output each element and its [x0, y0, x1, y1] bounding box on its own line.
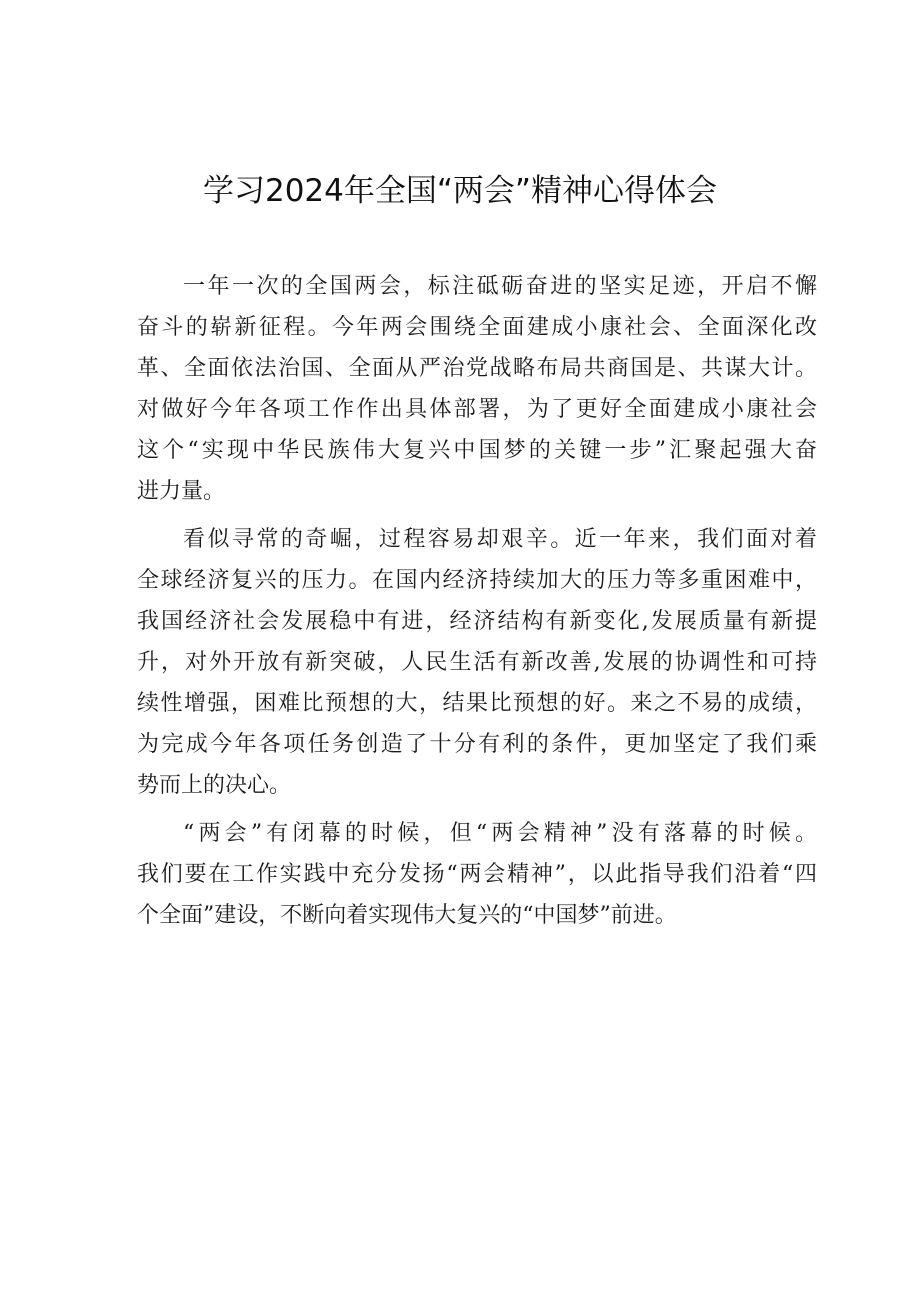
document-body	[137, 266, 817, 936]
paragraph-line: 革、全面依法治国、全面从严治党战略布局共商国是、共谋大计。	[137, 356, 817, 381]
paragraph-line: 个全面”建设，不断向着实现伟大复兴的“中国梦”前进。	[137, 903, 677, 928]
paragraph	[137, 519, 817, 806]
paragraph-line: 奋斗的崭新征程。今年两会围绕全面建成小康社会、全面深化改	[137, 315, 817, 340]
paragraph-line: 一年一次的全国两会，标注砥砺奋进的坚实足迹，开启不懈	[183, 274, 817, 299]
paragraph-line: 这个“实现中华民族伟大复兴中国梦的关键一步”汇聚起强大奋	[137, 438, 817, 463]
paragraph-gap	[137, 806, 817, 813]
paragraph-line: 对做好今年各项工作作出具体部署，为了更好全面建成小康社会	[137, 397, 817, 422]
paragraph-line: 为完成今年各项任务创造了十分有利的条件，更加坚定了我们乘	[137, 732, 817, 757]
paragraph-line: 全球经济复兴的压力。在国内经济持续加大的压力等多重困难中，	[137, 568, 817, 593]
document-title: 学习2024年全国“两会”精神心得体会	[202, 173, 717, 209]
paragraph-line: 续性增强，困难比预想的大，结果比预想的好。来之不易的成绩，	[137, 691, 817, 716]
paragraph-line: 我们要在工作实践中充分发扬“两会精神”，以此指导我们沿着“四	[137, 862, 817, 887]
paragraph-gap	[137, 512, 817, 519]
paragraph-line: 升，对外开放有新突破，人民生活有新改善,发展的协调性和可持	[137, 650, 817, 675]
paragraph-line: 进力量。	[137, 479, 226, 504]
paragraph-line: 看似寻常的奇崛，过程容易却艰辛。近一年来，我们面对着	[183, 527, 817, 552]
paragraph-line: 我国经济社会发展稳中有进，经济结构有新变化,发展质量有新提	[137, 609, 817, 634]
paragraph	[137, 813, 817, 936]
paragraph-line: “两会”有闭幕的时候，但“两会精神”没有落幕的时候。	[183, 821, 817, 846]
paragraph-line: 势而上的决心。	[137, 773, 292, 798]
paragraph	[137, 266, 817, 512]
